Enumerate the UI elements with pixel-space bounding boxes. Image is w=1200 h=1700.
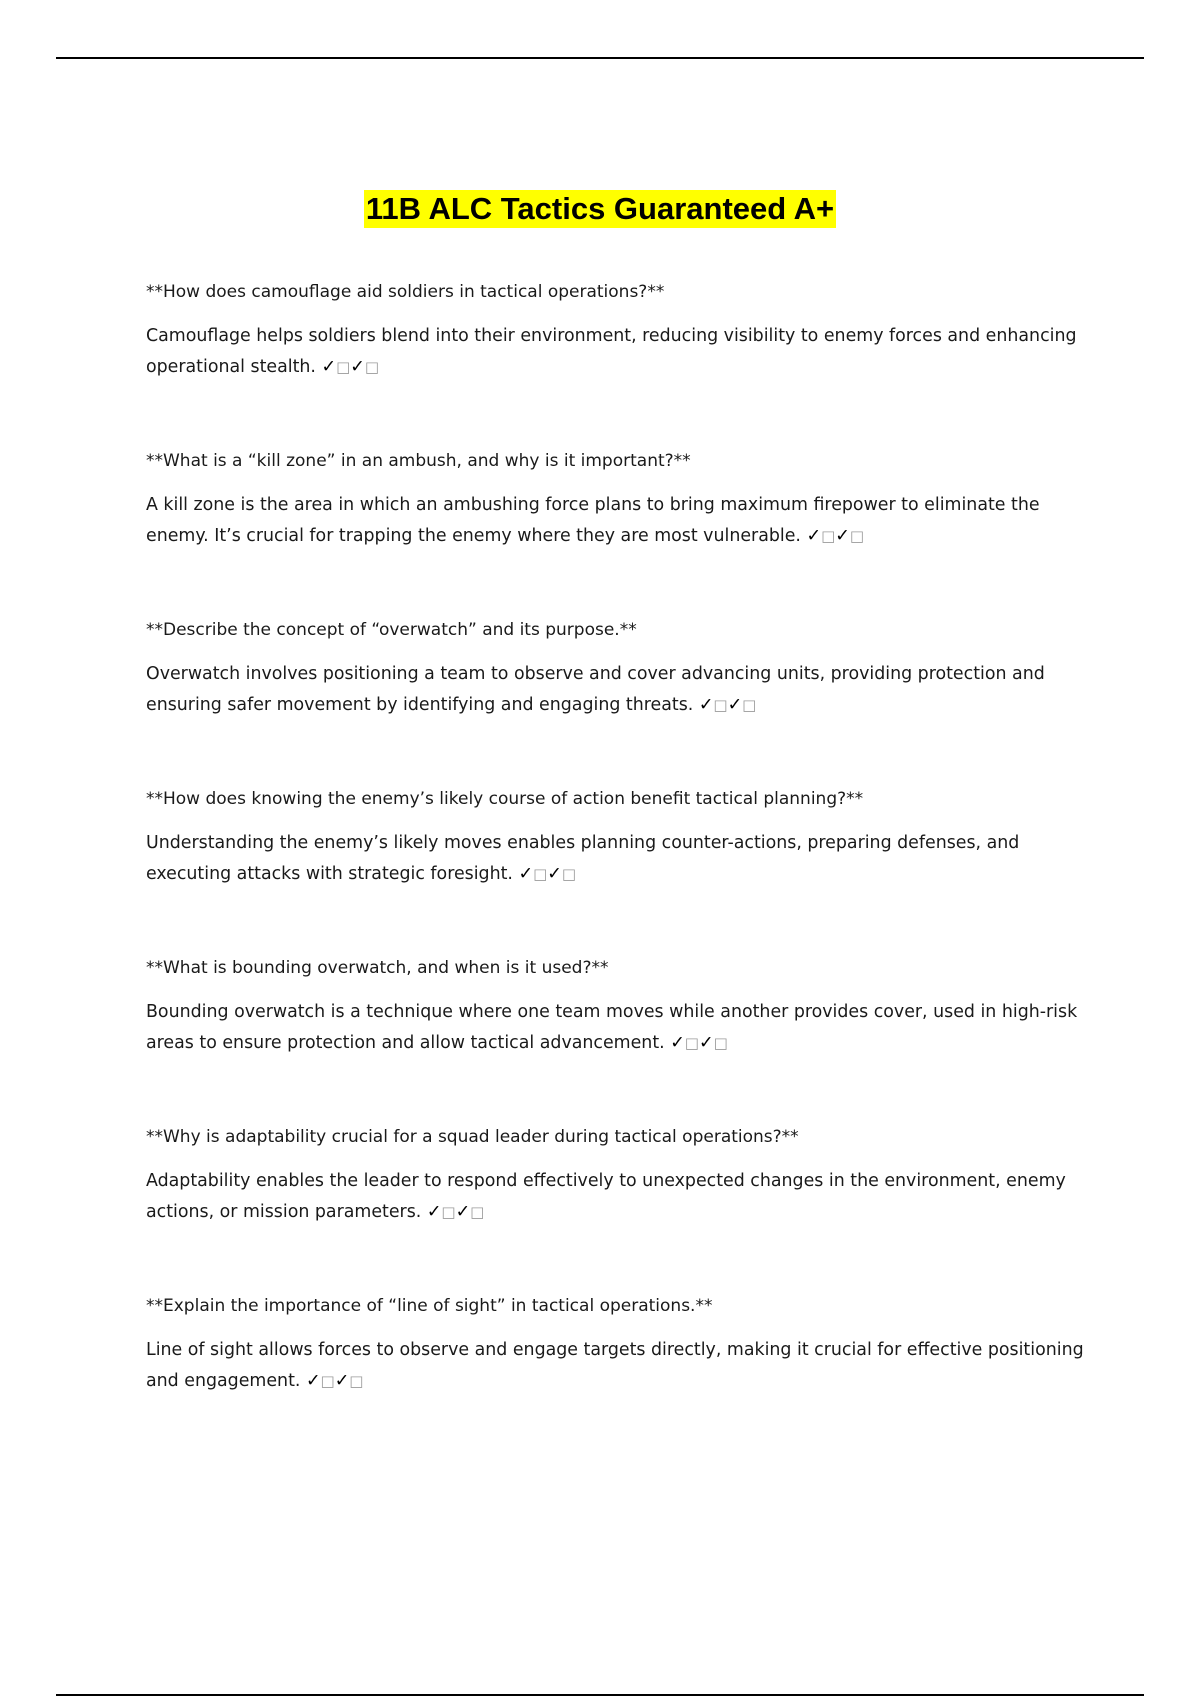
check-icon: ✓ [334, 1371, 350, 1391]
check-icon: ✓ [835, 526, 850, 546]
qa-item [146, 445, 1086, 614]
box-icon: □ [470, 1203, 485, 1221]
answer-text: Line of sight allows forces to observe and engage targets directly, making it crucial for effective positioning and engagement. [146, 1340, 1084, 1391]
check-icon: ✓ [455, 1202, 471, 1222]
answer-text: Camouflage helps soldiers blend into their environment, reducing visibility to enemy forces and enhancing operational stealth. [146, 326, 1077, 377]
question-text: **How does knowing the enemy’s likely course of action benefit tactical planning?** [146, 789, 864, 809]
question-text: **What is a “kill zone” in an ambush, and why is it important?** [146, 451, 691, 471]
question-text: **Why is adaptability crucial for a squad leader during tactical operations?** [146, 1127, 799, 1147]
qa-list [146, 276, 1086, 1459]
question-text: **How does camouflage aid soldiers in tactical operations?** [146, 282, 665, 302]
box-icon: □ [713, 1034, 728, 1052]
document-title: 11B ALC Tactics Guaranteed A+ [365, 191, 835, 226]
check-icon: ✓ [670, 1033, 685, 1053]
title-container [0, 190, 1200, 228]
answer-text: Adaptability enables the leader to respond effectively to unexpected changes in the environment, enemy actions, or mission parameters. [146, 1171, 1066, 1222]
box-icon: □ [320, 1372, 335, 1390]
box-icon: □ [336, 358, 351, 376]
answer-paragraph [146, 490, 1086, 552]
check-icon: ✓ [321, 357, 337, 377]
answer-text: A kill zone is the area in which an ambushing force plans to bring maximum firepower to eliminate the enemy. It’s crucial for trapping the enemy where they are most vulnerable. [146, 495, 1040, 546]
check-icon: ✓ [727, 695, 743, 715]
box-icon: □ [684, 1034, 699, 1052]
answer-text: Bounding overwatch is a technique where one team moves while another provides cover, used in high-risk areas to ensure protection and allow tactical advancement. [146, 1002, 1078, 1053]
answer-paragraph [146, 659, 1086, 721]
answer-paragraph [146, 1166, 1086, 1228]
question-text: **Explain the importance of “line of sight” in tactical operations.** [146, 1296, 713, 1316]
check-icon: ✓ [350, 357, 365, 377]
qa-item [146, 614, 1086, 783]
question-text: **What is bounding overwatch, and when is it used?** [146, 958, 609, 978]
qa-item [146, 952, 1086, 1121]
check-icon: ✓ [518, 864, 534, 884]
answer-paragraph [146, 828, 1086, 890]
answer-paragraph [146, 997, 1086, 1059]
question-text: **Describe the concept of “overwatch” and its purpose.** [146, 620, 637, 640]
check-icon: ✓ [806, 526, 822, 546]
box-icon: □ [349, 1372, 364, 1390]
qa-item [146, 1121, 1086, 1290]
box-icon: □ [742, 696, 757, 714]
check-icon: ✓ [698, 695, 714, 715]
box-icon: □ [713, 696, 728, 714]
box-icon: □ [533, 865, 548, 883]
check-icon: ✓ [305, 1371, 321, 1391]
box-icon: □ [561, 865, 577, 883]
qa-item [146, 1290, 1086, 1459]
top-rule [56, 57, 1144, 59]
box-icon: □ [849, 527, 865, 545]
check-icon: ✓ [426, 1202, 442, 1222]
box-icon: □ [364, 358, 380, 376]
check-icon: ✓ [698, 1033, 714, 1053]
qa-item [146, 276, 1086, 445]
answer-text: Overwatch involves positioning a team to observe and cover advancing units, providing protection and ensuring safer movement by identifying and engaging threats. [146, 664, 1045, 715]
answer-text: Understanding the enemy’s likely moves enables planning counter-actions, preparing defenses, and executing attacks with strategic foresight. [146, 833, 1020, 884]
box-icon: □ [821, 527, 836, 545]
bottom-rule [56, 1694, 1144, 1696]
answer-paragraph [146, 1335, 1086, 1397]
box-icon: □ [441, 1203, 456, 1221]
check-icon: ✓ [547, 864, 562, 884]
answer-paragraph [146, 321, 1086, 383]
qa-item [146, 783, 1086, 952]
